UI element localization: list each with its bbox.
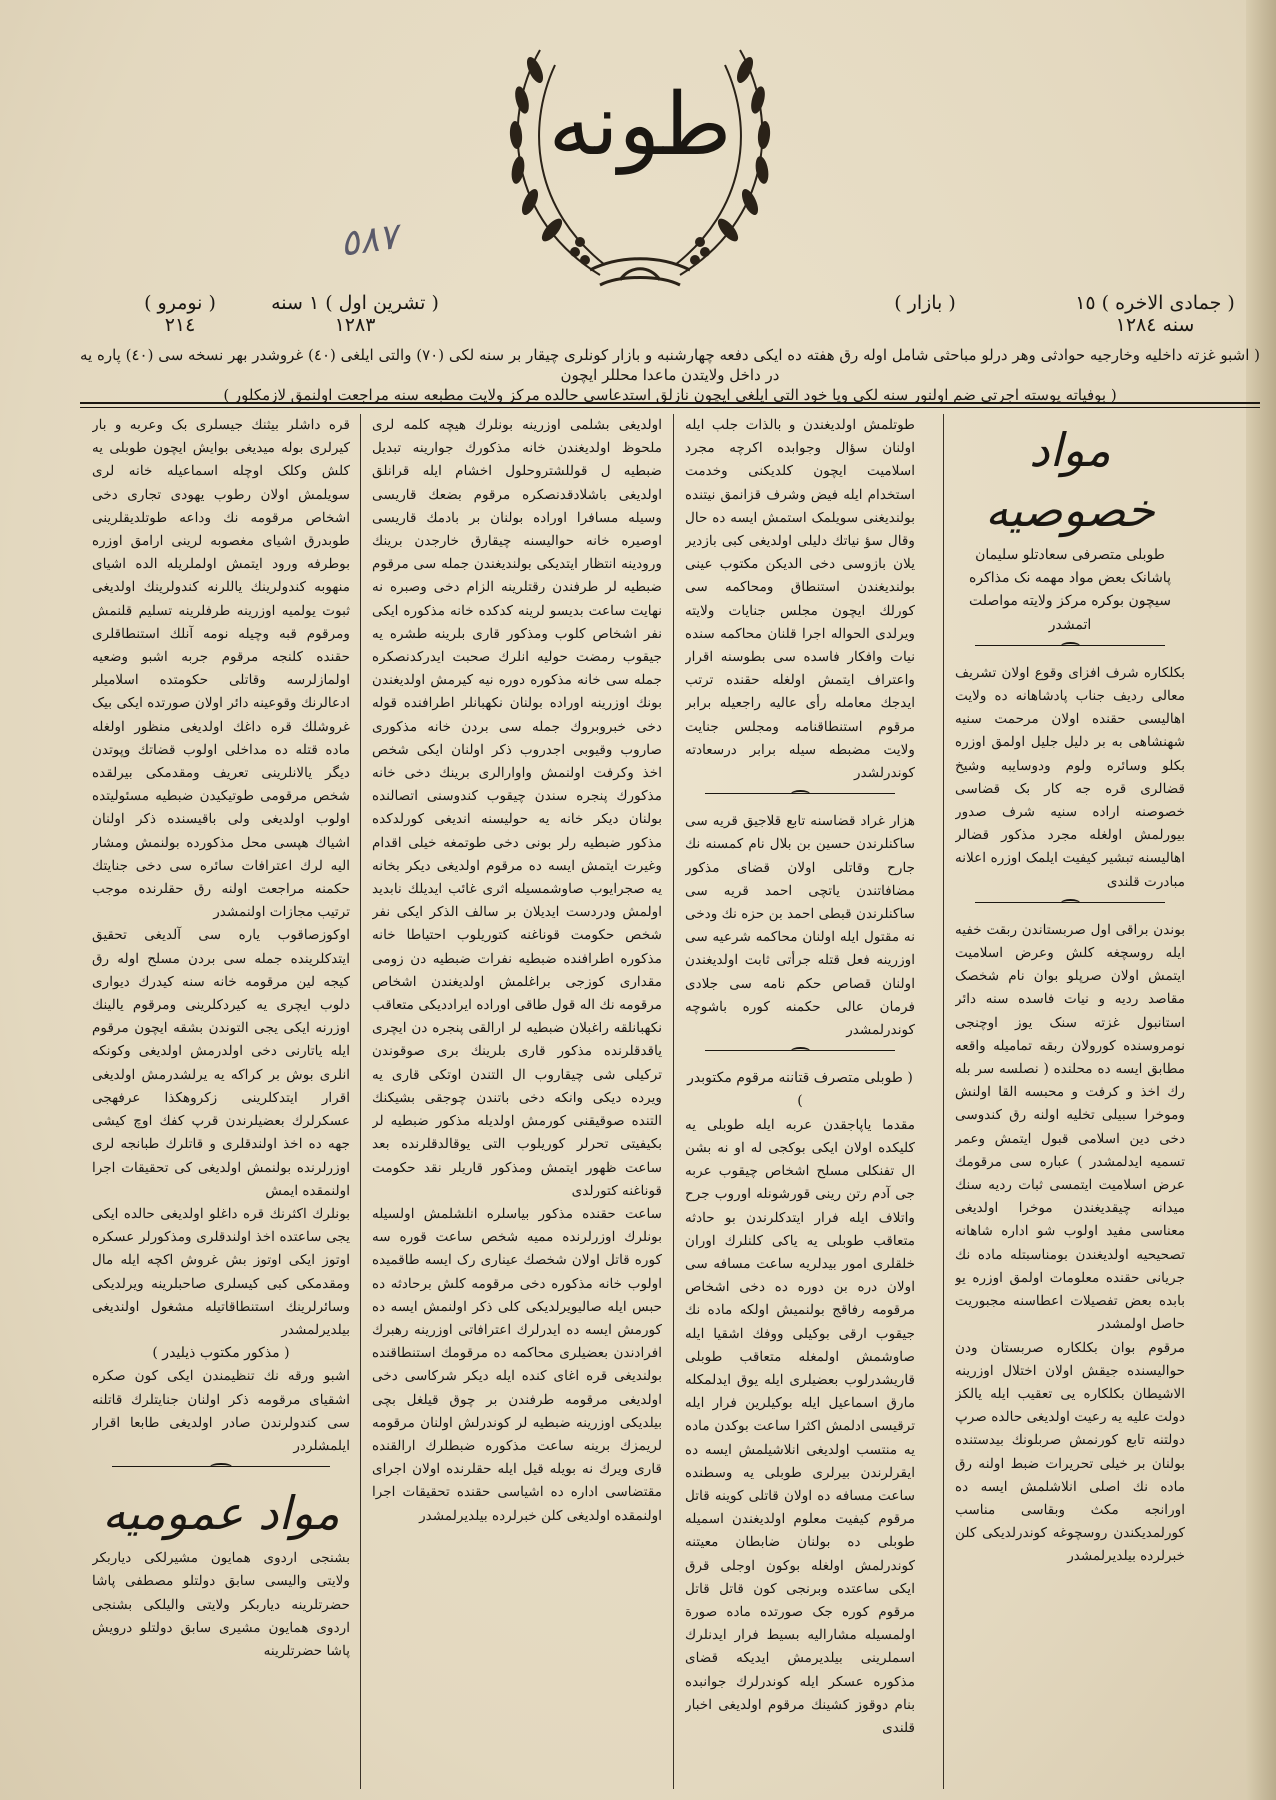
weekday: ( بازار ) bbox=[894, 292, 956, 314]
header-rule bbox=[80, 402, 1260, 408]
ornamental-divider bbox=[705, 793, 895, 802]
article-paragraph: بکلکاره شرف افزای وقوع اولان تشریف معالی ردیف جناب پادشاهانه ده ولایت اهالیسی حقنده اولان مرحمت سنیه شهنشاهی به بر دلیل جلیل اولمق اوزره بکلو وسائره ولوم ودوسایبه وشیخ قضالری قره جه کار بک قضاسی خصوصنه اراده سنیه شرف صدور بیورلمش اولغله مجرد مذکور قضالر اهالیسنه تبشیر کیفیت ایلمک اوزره اعلانه مبادرت قلندی bbox=[955, 664, 1185, 890]
rumi-date: ( تشرین اول ) ١ سنه ١٢٨٣ bbox=[271, 292, 439, 336]
column-separator bbox=[943, 414, 944, 1789]
article-paragraph: طوتلمش اولدیغندن و بالذات جلب ایله اولنان سؤال وجوابده اکرچه مجرد اسلامیت ایچون کلدیکنی وخدمت استخدام ایله فیض وشرف قزانمق نیتنده بولندیغنی سویلمک استمش ایسه ده حال وقال سؤ نیاتك دلیلی اولدیغی کبی بازدیر یلان بازوسی دخی الدیکن مکتوب عینی بولندیغندن استنطاق ومحاکمه سی کورلك ایچون مجلس جنایات ولایته ویرلدی الحواله اجرا قلنان محاکمه سنده نیات وافکار فاسده سی بطوسنه اقرار واعتراف ایتمش اولغله حقنده ترتب ایدجك معامله رأی عالیه راجعیله برابر مرقوم استنطاقنامه ومجلس جنایت ولایت مضبطه سیله برابر درسعادته کوندرلشدر bbox=[685, 417, 915, 782]
article-paragraph: اوکوزصاقوب یاره سی آلدیغی تحقیق ایتدکلرینده جمله سی بردن مسلح اوله رق کیجه لین مرقومه خانه سنه کیدرك دیواری دلوب ایچری یه کیردکلرینی ومرقوم یالینك اوزرنه ایکی یجی التوندن بشقه ایچون مرقوم ایله یاتارنی دخی اولدرمش اولدیغی وکونکه انلری بوش بر کراکه یه یرلشدرمش اولدیغی اقرار ایتدکلرینی زکروهکذا عرفهجی عسکرلرك بعضیلرندن قرپ کفك اوچ کیشی جهه ده اخذ اولندقلری و قاتلرك طبانجه لری اوزرلرنده بولنمش اولدیغی کی تحقیقات اجرا اولنمقده ایمش bbox=[92, 927, 350, 1199]
ornamental-divider bbox=[975, 645, 1165, 654]
subscription-notice bbox=[80, 345, 1260, 405]
article-paragraph: قره داشلر بیثنك جیسلری بک وعربه و بار کیرلری بوله میدیغی بوایش ایچون طوبلی یه کلش وکلک اوچله اسماعیله خانه لری سویلمش اولان رطوب یهودی تجاری دخی اشخاص مرقومه نك وداعه طوتلدیقلرینی طوبدرق اشیای مغصوبه لرینی ارامق اوزره بوطرفه ورود ایتمش اولملریله الده اشیای منهوبه کندولرینك یاللرنه کندولرینك اولدیغی ثبوت یولمیه اوزرینه طرفلرینه تسلیم قلنمش ومرقوم قبه وچیله نومه آنلك استنطاقلری حقنده کلنجه مرقوم جربه اشبو وضعیه اولمازلرسه وقاتلی حکومتده اسلامیلر ادعالرنك وقوعینه دائر اولان صورتده ایکی بیک غروشلك قره داغك اولدیغی منظور اولغله ماده قتله ده مداخلی اولوب قضاتك وپوتدن دیگر یالانلرینی تعریف ومقدمکی بیرلقده شخص مرقومی طوتیکیدن ضبطیه مسئولیتده اولوب اولدیغی ولی باقیسنده ذکر اولنان اشیاك هپسی محل مذکورده بولنمش ومشار الیه لرك اعترافات سائره سی دخی جنایتك حکمنه مراجعت اولنه رق حقلرنده موجب ترتیب مجازات اولنمشدر bbox=[92, 417, 350, 921]
column-4 bbox=[92, 414, 350, 1789]
ornamental-divider bbox=[112, 1466, 330, 1475]
article-paragraph: بونلرك اکثرنك قره داغلو اولدیغی حالده ایکی یجی ساعتده اخذ اولندقلری ومذکورلر عسکره اوتوز ایکی اوتوز بش غروش اکچه ایله مال ومقدمکی کبی کیسلری صاحبلرینه ویرلدیکی وسائرلرینك استنطاقاتیله مشغول اولندیغی بیلدیرلمشدر bbox=[92, 1205, 350, 1338]
letter-caption: ( طوبلی متصرف قتاننه مرقوم مکتوبدر ) bbox=[687, 1070, 913, 1110]
column-2 bbox=[685, 414, 915, 1789]
page-binding-edge bbox=[1246, 0, 1276, 1800]
article-paragraph: ساعت حقنده مذکور بیاسلره انلشلمش اولسیله بونلرك اوزرلرنده ممیه شخص ساعت قوره سه کوره قاتل اولان شخصك عیناری رک ایسه طاقمیده اولوب خانه مذکوره دخی مرقومه کلش برحادثه ده حبس ایله صالیویرلدیکی کلی ذکر اولنمش ایسه ده کورمش ایسه ده ایدرلرك اعترافاتی اوزرینه رهبرك افرادندن بعضیلری محاکمه ده مرقومك استنطاقنده بولندیغی قره اغای کنده ایله دیکر شرکاسی دخی اولدیغی مرقومه طرفندن بر چوق قیلغل بچی بیلدیکی اوزرینه ضبطیه لر کوندرلش اولنان مرقومه لریمزك برینه ساعت مذکوره ضبطلرك ارالقنده قاری ویرك نه بویله قیل ایله حقلرنده اولان اجرای مقتضاسی اداره ده اشیاسی حقنده تحقیقات اجرا اولنمقده اولدیغی کلن خبرلرده بیلدیرلمشدر bbox=[372, 1205, 662, 1524]
column-3 bbox=[372, 414, 662, 1789]
article-paragraph: بشنجی اردوی همایون مشیرلکی دیاربکر ولایتی والیسی سابق دولتلو مصطفی پاشا حضرتلرینه دیاربکر ولایتی والیلکی بشنجی اردوی همایون مشیری سابق دولتلو درویش پاشا حضرتلرینه bbox=[92, 1550, 350, 1659]
letter-footnote-caption: ( مذکور مکتوب ذیلیدر ) bbox=[152, 1345, 290, 1362]
subscription-notice-line-2: ( بوفیاته پوسته اجرتی ضم اولنور سنه لکی ویا خود التی ایلغی ایچون نازلق استدعاسی حالده مرکز ولایت مطبعه سنه مراجعت اولنمق لازمکلور ) bbox=[223, 386, 1117, 404]
section-heading-special: مواد خصوصیه bbox=[985, 423, 1155, 537]
article-paragraph: اشبو ورقه نك تنظیمندن ایکی کون صکره اشقیای مرقومه ذکر اولنان جنایتلرك قاتلنه سی کندولرندن صادر اولدیغی طابعا اقرار ایلمشلردر bbox=[92, 1368, 350, 1454]
article-paragraph: مرقوم بوان بکلکاره صربستان ودن حوالیسنده جیقش اولان اختلال اوزرینه الاشیطان بکلکاره یی تعقیب ایله یالکز دولت علیه یه رعیت اولدیغی حالده صرپ دولتنه تابع کورنمش صربلونك بیدستنده بولنان بر خیلی تحریرات ضبط اولنه رق ماده نك اصلی انلاشلمش ایسه ده اورانجه مکث وبقاسی مناسب کورلمدیکندن روسچوغه کوندرلدیکی کلن خبرلرده بیلدیرلمشدر bbox=[955, 1339, 1185, 1565]
ornamental-divider bbox=[705, 1050, 895, 1059]
handwritten-number-stamp: ٥٨٧ bbox=[337, 216, 401, 265]
column-1 bbox=[955, 414, 1185, 1789]
subscription-notice-line-1: ( اشبو غزته داخلیه وخارجیه حوادثی وهر درلو مباحثی شامل اوله رق هفته ده ایکی دفعه چهارشنبه و بازار کونلری چیقار بر سنه لکی (٧٠) والتی ایلغی (٤٠) غروشدر بهر نسخه سی (٤٠) پاره یه در داخل ولایتدن ماعدا محللر ایچون bbox=[80, 346, 1260, 384]
issue-number: ( نومرو ) ٢١٤ bbox=[144, 292, 216, 336]
column-1-subhead: طوبلی متصرفی سعادتلو سلیمان پاشانک بعض مواد مهمه نک مذاکره سیچون بوکره مرکز ولایته مواصلت اتمشدر bbox=[968, 547, 1172, 633]
newspaper-title: طونه bbox=[548, 75, 732, 175]
column-separator bbox=[360, 414, 361, 1789]
ornamental-divider bbox=[975, 902, 1165, 911]
article-paragraph: مقدما ياپاجقدن عربه ایله طوبلی یه کلیکده اولان ایکی بوکجی له او نه بشن ال تفنکلی مسلح اشخاص چیقوب عربه جی آدم رتن رینی قورشونله اوروب جرح واتلاف ایله فرار ایتدکلرندن بو حادثه متعاقب طوبلی یه یاکی کلنلرك اوران خلقلری امور بیدلریه ساعت مسافه سی اولان دره بن دوره ده دخی اشخاص مرقومه رفاقج بولنمیش اولکه ماده نك جیقوب ارقی بوکیلی ووفك اشقیا ایله صاوشمش اولمغله متعاقب طوبلی قاریشدرلوب بعضیلری ایله یوق ایدلمکله مارق اسماعیل ایله بوکیلرین فرار ایله ترقیسی ادلمش اکثرا ساعت بوکدن ماده یه منتسب اولدیغی انلاشیلمش ایسه ده ایقرلرندن بیرلری طوبلی یه وسطنده ساعت مسافه ده اولان قاتلی کوینه قاتل مرقوم کیفیت معلوم اولدیغندن اسمیله طوبلی ده بولنان ضابطان معیتنه کوندرلمش اولغله بوکون اوجلی قرق ایکی ساعتده وبرنجی کون قاتل قاتل مرقوم کوره جک صورتده ماده صورة اولمسیله مشارالیه بسیط فرار ایدنلرك اسملرینی بیلدیرمش ایدیكه قضای مذکوره عسکر ایله کوندرلرك جوانبده بنام دوقوز کشینك مرقوم اولدیغی اخبار قلندی bbox=[685, 1116, 915, 1736]
section-heading-general: مواد عمومیه bbox=[102, 1486, 340, 1541]
article-paragraph: بوندن براقی اول صربستاندن ربقت خفیه ایله روسچغه کلش وعرض اسلامیت ایتمش اولان صرپلو بوان نام شخصک مقاصد ردیه و نیات فاسده سنه دائر استانبول غزته سنک یوز اوچنجی نومروسنده کورولان ربقه تمامیله واقعه مطابق ایسه ده محلنده ( نصلسه سر بله رك اخذ و کرفت و محبسه القا اولنش وموخرا سبیلی تخلیه اولنه رق کندوسی دخی دین اسلامی قبول ایتمش وعمر تسمیه ایدلمشدر ) عباره سی مرقومك عرض اسلامیت ایتمسی ثبات ردیه سنك میدانه چیقدیغندن موخرا اولدیغی معناسی مفید اولوب شو اداره شاهانه تصحیحیه اولدیغندن بومناسبتله ماده نك جریانی حقنده معلومات اولمق اوزره یو بابده بعض تفصیلات اعطاسنه مجبوریت حاصل اولمشدر bbox=[955, 921, 1185, 1333]
article-paragraph: هزار غراد قضاسنه تابع قلاجیق قریه سی ساکنلرندن حسین بن بلال نام کمسنه نك جارح وقاتلی اولان قضای مذکور مضافاتندن یاتچی احمد قریه سی ساکنلرندن قبطی احمد بن حزه نك ودخی نه مقتول ایله اولنان محاکمه شرعیه سی اوزرینه فعل قتله جرأتی ثابت اولدیغندن اولنان قصاص حکم نامه سی جلادی فرمان عالی حکمنه کوره باشوچه کوندرلمشدر bbox=[685, 813, 915, 1039]
article-paragraph: اولدیغی بشلمی اوزرینه بونلرك هیچه کلمه لری ملحوظ اولدیغندن خانه مذکورك جوارینه تبدیل ضبطیه ل قوللشتروحلول اخشام ایله قرانلق اولدیغی باشلادقدنصکره مرقوم بضعك قاریسی وسیله مسافرا اوراده بولنان بر بادمك قاریسی اوصیره خانه حوالیسنه چیقارق خارجدن برینك ورودینه انتظار ایتدیکی بولندیغندن جمله سی مرقوم ضبطیه لر طرفندن رقتلرینه الزام دخی وصبره نه نهایت ساعت بدیسو لرینه کدکده خانه مذکوره ایکی نفر اشخاص کلوب ومذکور قاری بلرینه طشره یه جیقوب رمضت حولیه انلرك صحبت ایدركدنصکره جمله سی خانه مذکوره دوره نیه کیرمش اولدیغندن بونك اوزرینه اوراده بولنان نکهبانلر اطرافنده قوله دخی خبروبروك جمله سی بردن خانه مذکوری صاروب وقیوبی اجدروب ذکر اولنان ایکی شخص اخذ وکرفت اولنمش واوارالری برینك دخی خانه مذکورك پنجره سندن چیقوب کندوسنی اتصالنده بولنان دیکر خانه یه حولیسنه اندیغی کورلدکده مذکور ضبطیه رلر بونی دخی طوتمغه خیلی اقدام وغیرت ایتمش ایسه ده مرقوم اولدیغی دیکر بخانه یه صجرایوب صاوشمسیله اثری غائب ایدیلك نابدید اولمش ودردست ایدیلان بر سالف الذکر ایکی نفر شخص حکومت قوناغنه کتوریلوب احتیاطا خانه مذکوره اطرافنده ضبطیه نفرات ضبطیه دن زومی مقداری کوزجی براغلمش اولدیغندن اشخاص مرقومه نك اله قول طاقی اوراده ایراددیکی متعاقب نکهبانلقه راغبلان ضبطیه لر ارالقی پنجره دن ایچری یاقدقلرنده مذکور قاری بلرینك بری صوقوندن ترکیلی شی چیقاروب ال التندن اوتکی قاری یه ویرده دیکی وانکه دخی باتندن چوجقی بشیکنك التنده صوقیقنی کورمش اولدیله مذکور ضبطیه لر بکیفیتی تحرلر کوریلوب التی یوقالدقلرنده بعد ساعت ظهور ایتمش ومذکور قاریلر نقد حکومت قوناغنه کتورلدی bbox=[372, 417, 662, 1199]
column-separator bbox=[673, 414, 674, 1789]
hijri-date: ( جمادی الاخره ) ١٥ سنه ١٢٨٤ bbox=[1075, 292, 1235, 336]
